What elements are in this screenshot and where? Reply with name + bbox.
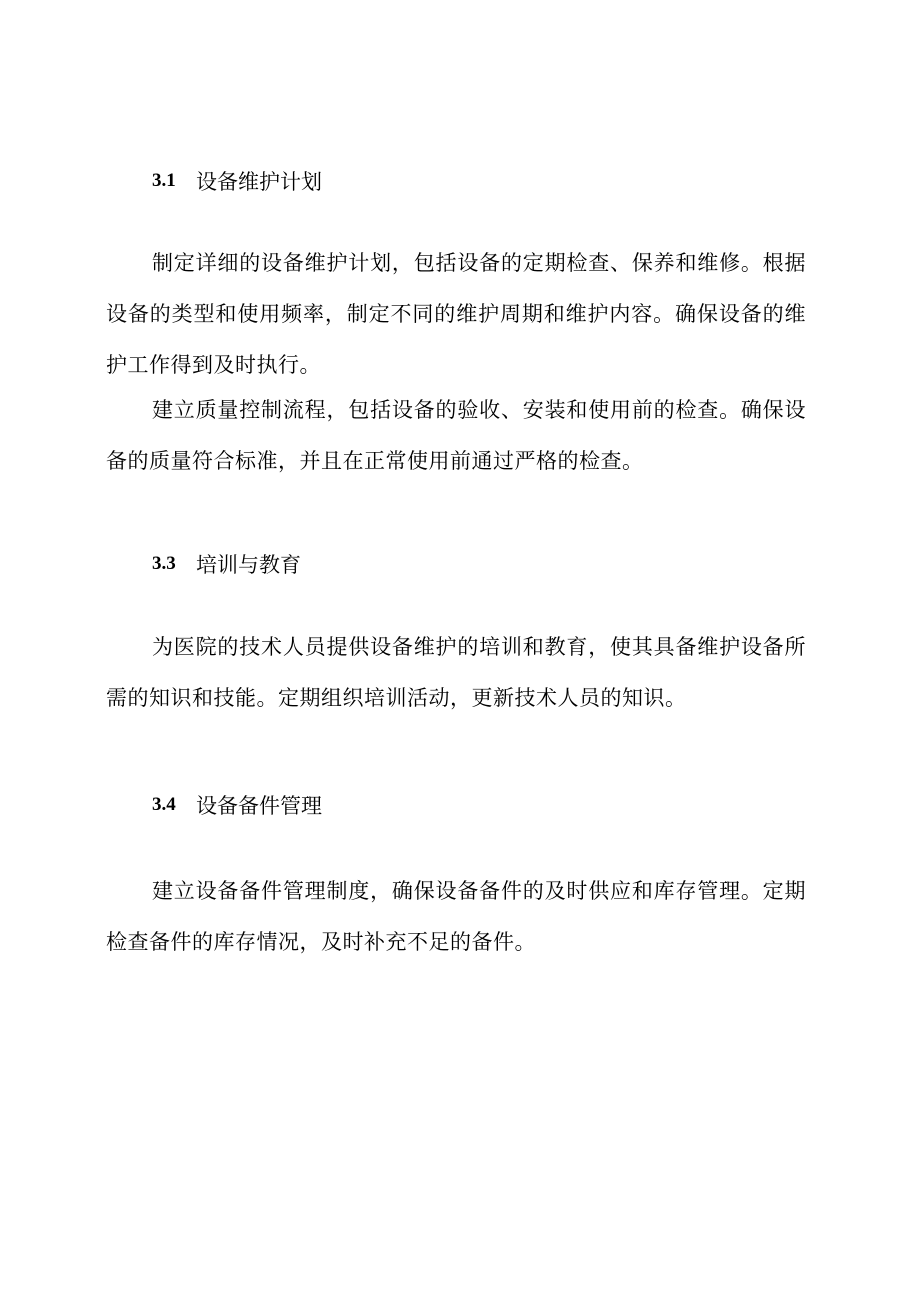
paragraph: 为医院的技术人员提供设备维护的培训和教育，使其具备维护设备所需的知识和技能。定期组织培训活动，更新技术人员的知识。: [106, 635, 806, 710]
paragraph: 建立设备备件管理制度，确保设备备件的及时供应和库存管理。定期检查备件的库存情况，及时补充不足的备件。: [106, 879, 806, 954]
section-number: 3.1: [152, 170, 176, 191]
section-heading-3-3: [152, 549, 301, 579]
paragraph: 建立质量控制流程，包括设备的验收、安装和使用前的检查。确保设备的质量符合标准，并且在正常使用前通过严格的检查。: [106, 398, 806, 473]
section-title: 设备备件管理: [196, 794, 322, 818]
section-title: 培训与教育: [196, 553, 301, 577]
paragraph: 制定详细的设备维护计划，包括设备的定期检查、保养和维修。根据设备的类型和使用频率，制定不同的维护周期和维护内容。确保设备的维护工作得到及时执行。: [106, 251, 806, 377]
section-heading-3-1: [152, 166, 322, 196]
section-heading-3-4: [152, 790, 322, 820]
section-number: 3.4: [152, 794, 176, 815]
section-title: 设备维护计划: [196, 170, 322, 194]
section-number: 3.3: [152, 553, 176, 574]
